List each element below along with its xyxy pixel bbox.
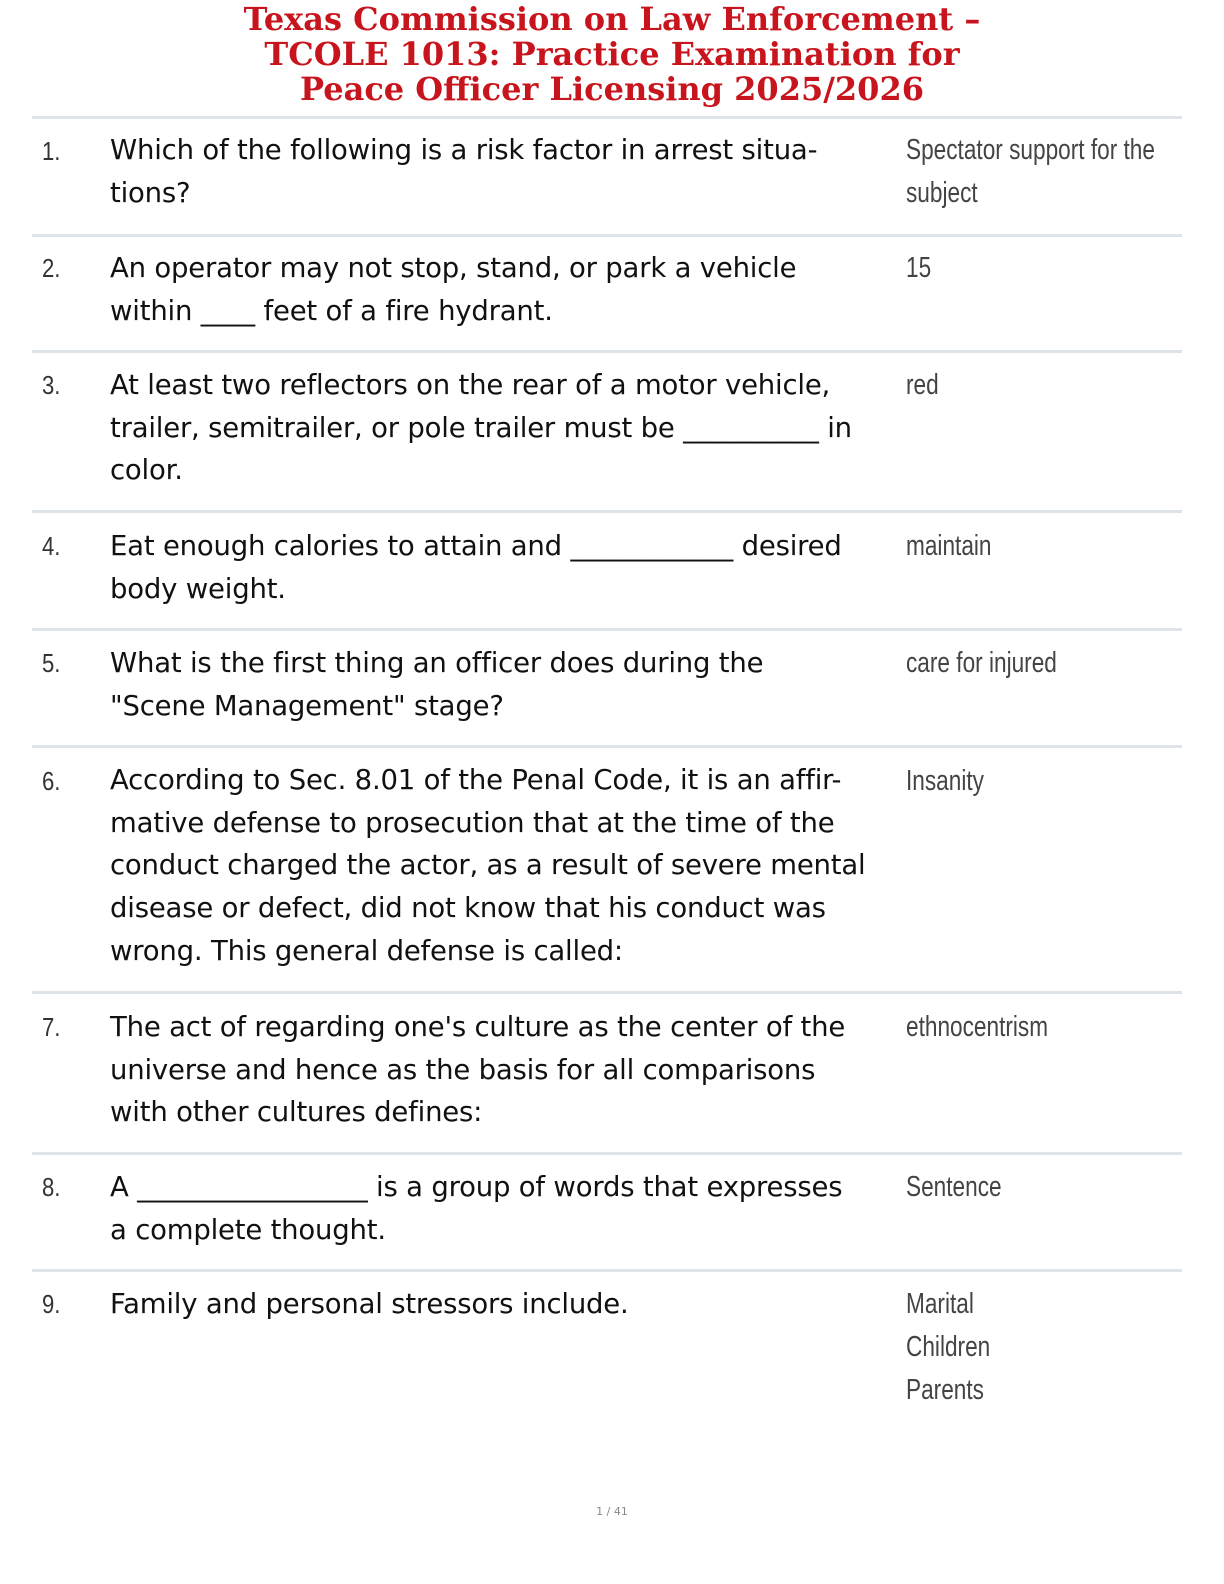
item-number: 5. <box>42 648 61 678</box>
answer-line: ethnocentrism <box>906 1011 1049 1043</box>
answer-text <box>906 760 1202 803</box>
item-number: 7. <box>42 1012 61 1042</box>
question-text: Eat enough calories to attain and ____________ desired body weight. <box>110 530 842 605</box>
divider <box>32 350 1182 353</box>
question-text: According to Sec. 8.01 of the Penal Code, it is an affir- mative defense to prosecution that at the time of the conduct charged the actor, as a result of severe mental disease or defect, did not know that his conduct was wrong. This general defense is called: <box>110 764 866 967</box>
item-number: 4. <box>42 531 61 561</box>
divider <box>32 116 1182 119</box>
title-line: Texas Commission on Law Enforcement – <box>243 0 981 38</box>
question-text: An operator may not stop, stand, or park a vehicle within ____ feet of a fire hydrant. <box>110 252 797 327</box>
answer-line: Spectator support for the <box>906 134 1155 166</box>
answer-text <box>906 525 1202 568</box>
divider <box>32 991 1182 994</box>
answer-line: Children <box>906 1331 991 1363</box>
answer-line: subject <box>906 177 978 209</box>
question-text: What is the first thing an officer does during the "Scene Management" stage? <box>110 647 764 722</box>
answer-text <box>906 1006 1202 1049</box>
question-text: A _________________ is a group of words that expresses a complete thought. <box>110 1171 843 1246</box>
answer-text <box>906 129 1202 215</box>
item-number: 8. <box>42 1172 61 1202</box>
page-number: 1 / 41 <box>596 1505 628 1518</box>
answer-line: Marital <box>906 1288 974 1320</box>
divider <box>32 234 1182 237</box>
answer-line: care for injured <box>906 647 1057 679</box>
item-number: 2. <box>42 253 61 283</box>
item-number: 9. <box>42 1289 61 1319</box>
answer-text <box>906 1166 1202 1209</box>
page-title <box>32 2 1192 107</box>
divider <box>32 745 1182 748</box>
question-text: Which of the following is a risk factor in arrest situa- tions? <box>110 134 818 209</box>
answer-text <box>906 364 1202 407</box>
item-number: 1. <box>42 136 61 166</box>
title-line: Peace Officer Licensing 2025/2026 <box>300 70 924 108</box>
item-number: 6. <box>42 766 61 796</box>
answer-line: Insanity <box>906 765 984 797</box>
answer-line: maintain <box>906 530 992 562</box>
question-text: The act of regarding one's culture as the center of the universe and hence as the basis for all comparisons with other cultures defines: <box>110 1011 846 1129</box>
answer-line: Sentence <box>906 1171 1002 1203</box>
divider <box>32 1269 1182 1272</box>
title-line: TCOLE 1013: Practice Examination for <box>264 35 960 73</box>
item-number: 3. <box>42 370 61 400</box>
answer-text <box>906 1283 1202 1412</box>
question-text: At least two reflectors on the rear of a motor vehicle, trailer, semitrailer, or pole trailer must be __________ in color. <box>110 369 852 487</box>
answer-text <box>906 642 1202 685</box>
answer-line: Parents <box>906 1374 984 1406</box>
question-text: Family and personal stressors include. <box>110 1288 629 1320</box>
answer-text <box>906 247 1202 290</box>
divider <box>32 1152 1182 1155</box>
divider <box>32 628 1182 631</box>
answer-line: red <box>906 369 939 401</box>
answer-line: 15 <box>906 252 932 284</box>
divider <box>32 510 1182 513</box>
